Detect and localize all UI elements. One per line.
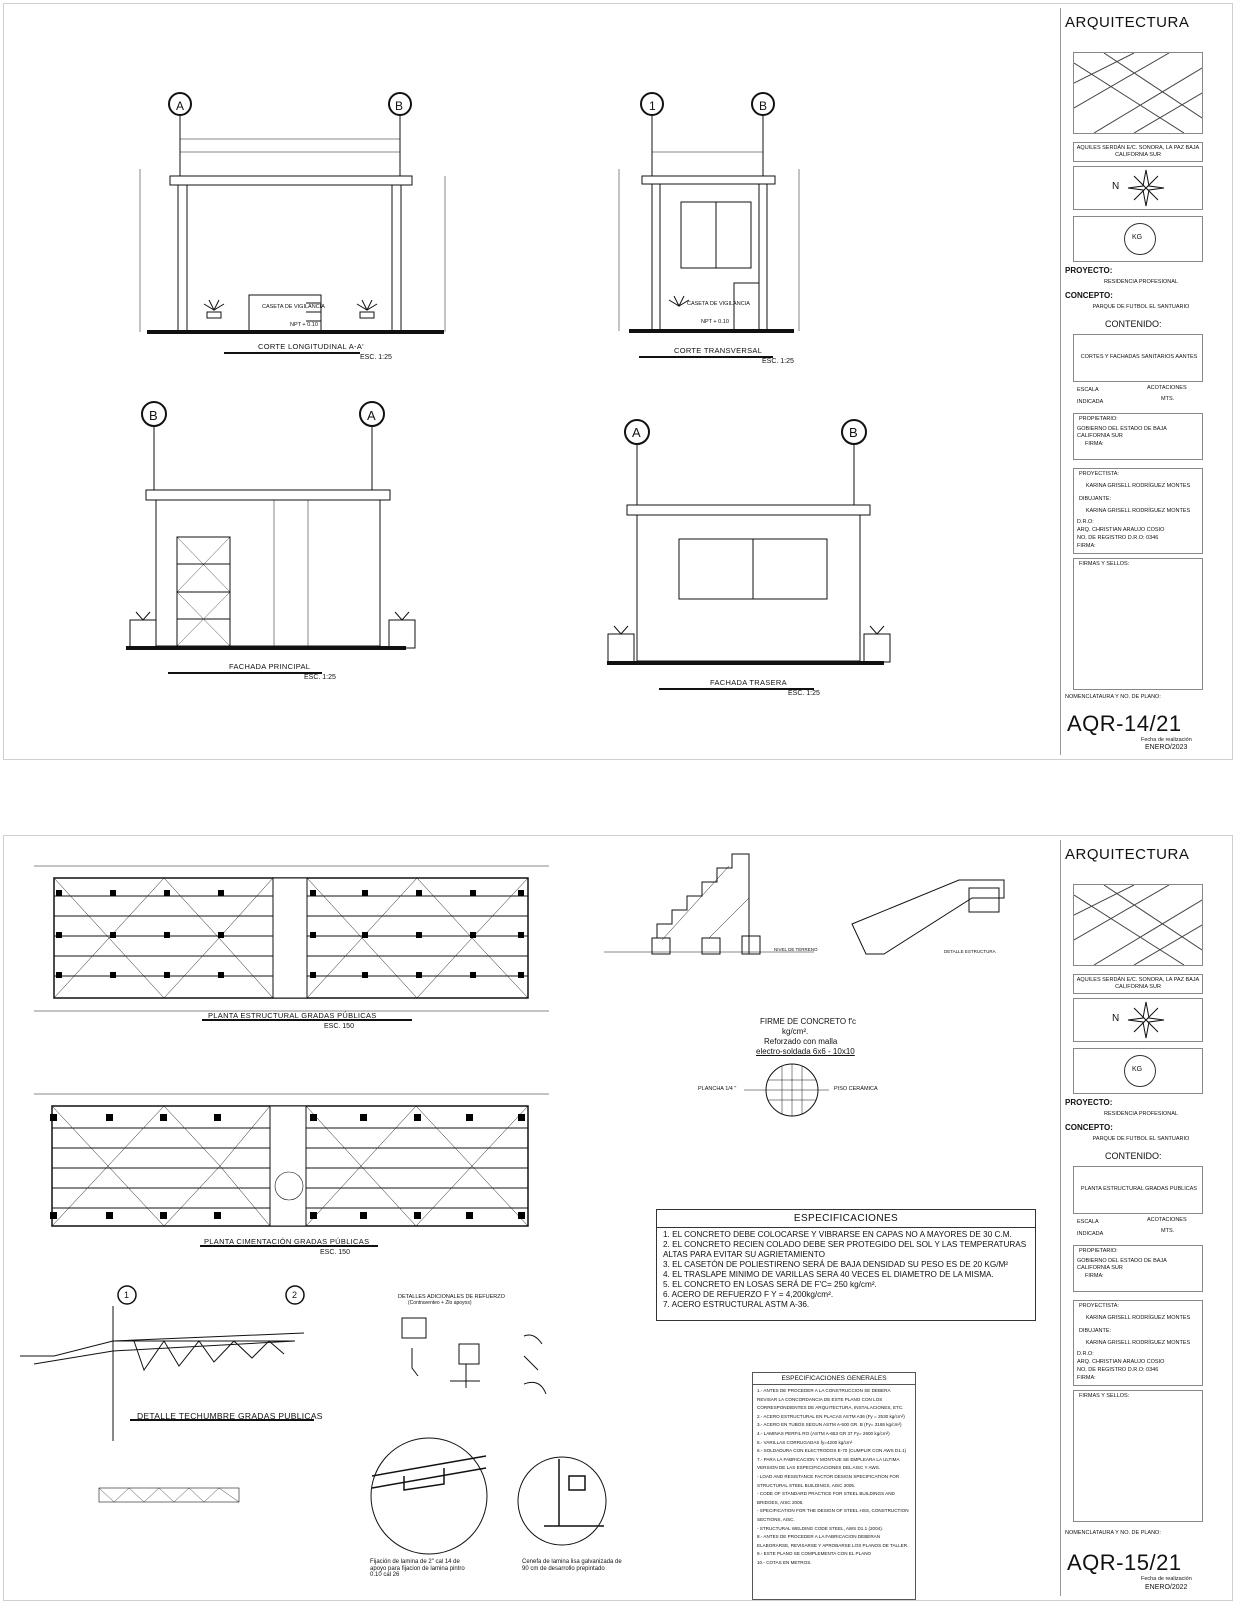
location-box	[1073, 142, 1203, 162]
axis-label: 1	[124, 1290, 130, 1300]
drawing-title: DETALLE TECHUMBRE GRADAS PUBLICAS	[137, 1411, 323, 1421]
sellos-box	[1073, 1390, 1203, 1522]
proyecto-value: RESIDENCIA PROFESIONAL	[1104, 1111, 1178, 1117]
dibujante-label: DIBUJANTE:	[1079, 1328, 1112, 1334]
proyectista-value: KARINA GRISELL RODRÍGUEZ MONTES	[1085, 1315, 1191, 1321]
escala-label: ESCALA	[1077, 387, 1099, 393]
escalera-drawing	[604, 854, 1004, 954]
dibujante-value: KARINA GRISELL RODRÍGUEZ MONTES	[1085, 1340, 1191, 1346]
gen-item: - CODE OF STANDARD PRACTICE FOR STEEL BUILDINGS AND BRIDGES, AISC 2005.	[757, 1491, 895, 1505]
gen-item: - SPECIFICATION FOR THE DESIGN OF STEEL HSS, CONSTRUCTION SECTIONS, AISC.	[757, 1508, 909, 1522]
plan-code: AQR-15/21	[1067, 1550, 1182, 1575]
axis-label: A	[176, 99, 185, 113]
especificaciones-generales-box	[752, 1372, 916, 1600]
gen-item: 2.- ACERO ESTRUCTURAL EN PLACAS ASTM A36 (Fy = 2530 kg/cm²)	[757, 1413, 905, 1419]
map-icon	[1074, 53, 1202, 133]
acot-value: MTS.	[1161, 1228, 1175, 1234]
detalles-title: DETALLES ADICIONALES DE REFUERZO	[398, 1294, 505, 1300]
gen-item: - LOAD AND RESISTANCE FACTOR DESIGN SPECIFICATION FOR STRUCTURAL STEEL BUILDINGS, AISC 2005.	[757, 1473, 900, 1488]
firme-right: PISO CERÁMICA	[834, 1086, 878, 1092]
concepto-value: PARQUE DE FUTBOL EL SANTUARIO	[1092, 304, 1190, 310]
logo-text: KG	[1132, 1066, 1143, 1073]
registro-value: NO. DE REGISTRO D.R.O: 0346	[1077, 1367, 1159, 1373]
escalera-detalle: DETALLE ESTRUCTURA	[944, 949, 996, 954]
drawing-title: CORTE LONGITUDINAL A-A'	[258, 342, 364, 351]
drawing-scale: ESC. 1:25	[788, 690, 820, 697]
contenido-label: CONTENIDO:	[1105, 319, 1162, 329]
gen-item: 9.- ESTE PLANO SE COMPLEMENTA CON EL PLANO	[757, 1551, 872, 1557]
acot-label: ACOTACIONES	[1147, 385, 1187, 391]
north-label: N	[1112, 181, 1120, 192]
sellos-label: FIRMAS Y SELLOS:	[1079, 561, 1130, 567]
location-text: AQUILES SERDÁN E/C. SONORA, LA PAZ BAJA CALIFORNIA SUR	[1076, 145, 1200, 158]
contenido-value: PLANTA ESTRUCTURAL GRADAS PUBLICAS	[1080, 1186, 1198, 1192]
location-map	[1073, 884, 1203, 966]
dro-label: D.R.O:	[1077, 1351, 1094, 1357]
corte-longitudinal-drawing	[140, 93, 445, 353]
spec-item: 3. EL CASETÓN DE POLIESTIRENO SERÁ DE BAJA DENSIDAD SU PESO ES DE 20 KG/M²	[663, 1260, 1009, 1269]
room-label: CASETA DE VIGILANCIA	[687, 301, 750, 307]
north-arrow-icon	[1126, 168, 1166, 208]
planta-estructural-drawing	[34, 866, 549, 1020]
nomen-label: NOMENCLATAURA Y NO. DE PLANO:	[1065, 1530, 1161, 1536]
gen-item: - STRUCTURAL WELDING CODE STEEL, AWS D1.1 (2004).	[757, 1525, 884, 1531]
spec-item: 1. EL CONCRETO DEBE COLOCARSE Y VIBRARSE EN CAPAS NO A MAYORES DE 30 C.M.	[663, 1230, 1012, 1239]
firma-label: FIRMA:	[1085, 441, 1104, 447]
concepto-label: CONCEPTO:	[1065, 1123, 1113, 1132]
gen-item: 3.- ACERO EN TUBOS SEGUN ASTM A-500 GR. B (Fy= 3165 kg/cm²)	[757, 1422, 902, 1428]
sheet-aqr-14	[3, 3, 1233, 760]
firme-line3: Reforzado con malla	[764, 1037, 838, 1046]
cenefa-note: Cenefa de lamina lisa galvanizada de 90 cm de desarrollo prepintado	[522, 1559, 622, 1572]
location-box	[1073, 974, 1203, 994]
especificaciones-title: ESPECIFICACIONES	[657, 1210, 1035, 1228]
firme-line2: kg/cm².	[782, 1027, 809, 1036]
drawing-title: PLANTA ESTRUCTURAL GRADAS PÚBLICAS	[208, 1011, 377, 1020]
title-block-header: ARQUITECTURA	[1065, 846, 1190, 863]
dibujante-value: KARINA GRISELL RODRÍGUEZ MONTES	[1085, 508, 1191, 514]
fecha-value: ENERO/2023	[1145, 744, 1188, 751]
proyectista-value: KARINA GRISELL RODRÍGUEZ MONTES	[1085, 483, 1191, 489]
firme-drawing	[744, 1064, 829, 1116]
dibujante-label: DIBUJANTE:	[1079, 496, 1112, 502]
spec-item: 5. EL CONCRETO EN LOSAS SERÁ DE F'C= 250 kg/cm².	[663, 1280, 877, 1289]
gen-title: ESPECIFICACIONES GENERALES	[753, 1373, 915, 1385]
axis-label: 1	[649, 99, 656, 113]
room-label: CASETA DE VIGILANCIA	[262, 304, 325, 310]
gen-item: 4.- LAMINAS PERFIL RO (ASTM A-653 GR 37 Fy= 2600 kg/cm²)	[757, 1430, 890, 1436]
firma-label: FIRMA:	[1085, 1273, 1104, 1279]
gen-item: 10.- COTAS EN METROS.	[757, 1559, 812, 1565]
gen-item: 8.- ANTES DE PROCEDER A LA FABRICACION DEBERAN ELABORARSE, REVISARSE Y APROBARSE LOS PLANOS DE TALLER.	[757, 1534, 909, 1548]
dro-value: ARQ. CHRISTIAN ARAUJO COSIO	[1077, 527, 1165, 533]
sheet-aqr-15	[3, 835, 1233, 1601]
fecha-value: ENERO/2022	[1145, 1584, 1188, 1591]
drawing-scale: ESC. 150	[324, 1023, 354, 1030]
firme-line1: FIRME DE CONCRETO f'c	[760, 1017, 857, 1026]
title-block-header: ARQUITECTURA	[1065, 14, 1190, 31]
axis-label: B	[849, 425, 858, 440]
proyectista-label: PROYECTISTA:	[1079, 471, 1119, 477]
contenido-label: CONTENIDO:	[1105, 1151, 1162, 1161]
fachada-principal-drawing	[126, 402, 415, 673]
proyecto-value: RESIDENCIA PROFESIONAL	[1104, 279, 1178, 285]
axis-label: 2	[292, 1290, 298, 1300]
sellos-box	[1073, 558, 1203, 690]
npt-label: NPT + 0.10	[290, 322, 318, 328]
spec-item: 4. EL TRASLAPE MINIMO DE VARILLAS SERA 40 VECES EL DIAMETRO DE LA MISMA.	[663, 1270, 994, 1279]
drawing-title: FACHADA PRINCIPAL	[229, 662, 311, 671]
logo-text: KG	[1132, 234, 1143, 241]
axis-label: B	[395, 99, 404, 113]
proyecto-label: PROYECTO:	[1065, 266, 1113, 275]
spec-item: 2. EL CONCRETO RECIEN COLADO DEBE SER PROTEGIDO DEL SOL Y LAS TEMPERATURAS ALTAS PARA EVITAR SU AGRIETAMIENTO	[663, 1240, 1027, 1259]
drawing-title: PLANTA CIMENTACIÓN GRADAS PÚBLICAS	[204, 1237, 370, 1246]
north-arrow-icon	[1126, 1000, 1166, 1040]
axis-label: A	[632, 425, 641, 440]
title-block	[1060, 840, 1223, 1596]
gen-item: 5.- VARILLAS CORRUGADAS fy=4200 kg/cm²	[757, 1439, 853, 1445]
dro-label: D.R.O:	[1077, 519, 1094, 525]
escala-value: INDICADA	[1077, 1231, 1104, 1237]
proyectista-label: PROYECTISTA:	[1079, 1303, 1119, 1309]
registro-value: NO. DE REGISTRO D.R.O: 0346	[1077, 535, 1159, 541]
propietario-value: GOBIERNO DEL ESTADO DE BAJA CALIFORNIA SUR	[1077, 1258, 1167, 1271]
map-icon	[1074, 885, 1202, 965]
nomen-label: NOMENCLATAURA Y NO. DE PLANO:	[1065, 694, 1161, 700]
npt-label: NPT + 0.10	[701, 319, 729, 325]
spec-item: 7. ACERO ESTRUCTURAL ASTM A-36.	[663, 1300, 810, 1309]
propietario-label: PROPIETARIO:	[1079, 416, 1118, 422]
logo-box	[1073, 1048, 1203, 1094]
gen-item: 7.- PARA LA FABRICACION Y MONTAJE SE EMPLEARA LA ULTIMA VERSION DE LAS ESPECIFICACIONES DEL AISC Y AWS.	[757, 1456, 900, 1471]
sheet1-drawings	[4, 4, 1054, 761]
fijacion-note: Fijación de lamina de 2" cal 14 de apoyo para fijacion de lamina pintro 0.10 cal 26	[370, 1559, 465, 1579]
propietario-label: PROPIETARIO:	[1079, 1248, 1118, 1254]
drawing-title: CORTE TRANSVERSAL	[674, 346, 763, 355]
concepto-value: PARQUE DE FUTBOL EL SANTUARIO	[1092, 1136, 1190, 1142]
axis-label: A	[367, 408, 376, 423]
escala-value: INDICADA	[1077, 399, 1104, 405]
plan-code: AQR-14/21	[1067, 711, 1182, 736]
especificaciones-list	[657, 1230, 1035, 1310]
especificaciones-box	[656, 1209, 1036, 1321]
fecha-label: Fecha de realización	[1141, 737, 1192, 743]
firme-left: PLANCHA 1/4 "	[698, 1086, 737, 1092]
north-label: N	[1112, 1013, 1120, 1024]
location-text: AQUILES SERDÁN E/C. SONORA, LA PAZ BAJA CALIFORNIA SUR	[1076, 977, 1200, 990]
propietario-value: GOBIERNO DEL ESTADO DE BAJA CALIFORNIA SUR	[1077, 426, 1167, 439]
escalera-nivel: NIVEL DE TERRENO	[774, 947, 818, 952]
escala-label: ESCALA	[1077, 1219, 1099, 1225]
bottom-details-drawing	[371, 1438, 606, 1554]
detalle-techumbre-drawing	[20, 1286, 314, 1502]
acot-label: ACOTACIONES	[1147, 1217, 1187, 1223]
north-box	[1073, 998, 1203, 1042]
detalles-subtitle: (Contraventeo + Zlo apoyos)	[408, 1300, 472, 1306]
logo-box	[1073, 216, 1203, 262]
concepto-label: CONCEPTO:	[1065, 291, 1113, 300]
proyecto-label: PROYECTO:	[1065, 1098, 1113, 1107]
spec-item: 6. ACERO DE REFUERZO F Y = 4,200kg/cm².	[663, 1290, 834, 1299]
fecha-label: Fecha de realización	[1141, 1576, 1192, 1582]
sellos-label: FIRMAS Y SELLOS:	[1079, 1393, 1130, 1399]
detalles-adicionales-drawing	[402, 1318, 546, 1394]
gen-item: 1.- ANTES DE PROCEDER A LA CONSTRUCCION SE DEBERA REVISAR LA CONCORDANCIA DE ESTE PLANO CON LOS CORRESPONDIENTES DE ARQUITECTURA, INSTALACIONES, ETC.	[757, 1388, 904, 1411]
title-block	[1060, 8, 1223, 755]
acot-value: MTS.	[1161, 396, 1175, 402]
gen-list	[753, 1385, 915, 1569]
axis-label: B	[149, 408, 158, 423]
drawing-scale: ESC. 1:25	[762, 358, 794, 365]
drawing-title: FACHADA TRASERA	[710, 678, 787, 687]
firma2-label: FIRMA:	[1077, 543, 1096, 549]
contenido-value: CORTES Y FACHADAS SANITARIOS AANTES	[1080, 354, 1198, 360]
gen-item: 6.- SOLDADURA CON ELECTRODOS E-70 (CUMPLIR CON AWS D1.1)	[757, 1448, 907, 1454]
firme-line4: electro-soldada 6x6 - 10x10	[756, 1047, 855, 1056]
fachada-trasera-drawing	[607, 420, 890, 689]
corte-transversal-drawing	[619, 93, 799, 357]
axis-label: B	[759, 99, 768, 113]
drawing-scale: ESC. 1:25	[304, 674, 336, 681]
drawing-scale: ESC. 150	[320, 1249, 350, 1256]
location-map	[1073, 52, 1203, 134]
dro-value: ARQ. CHRISTIAN ARAUJO COSIO	[1077, 1359, 1165, 1365]
north-box	[1073, 166, 1203, 210]
firma2-label: FIRMA:	[1077, 1375, 1096, 1381]
drawing-scale: ESC. 1:25	[360, 354, 392, 361]
